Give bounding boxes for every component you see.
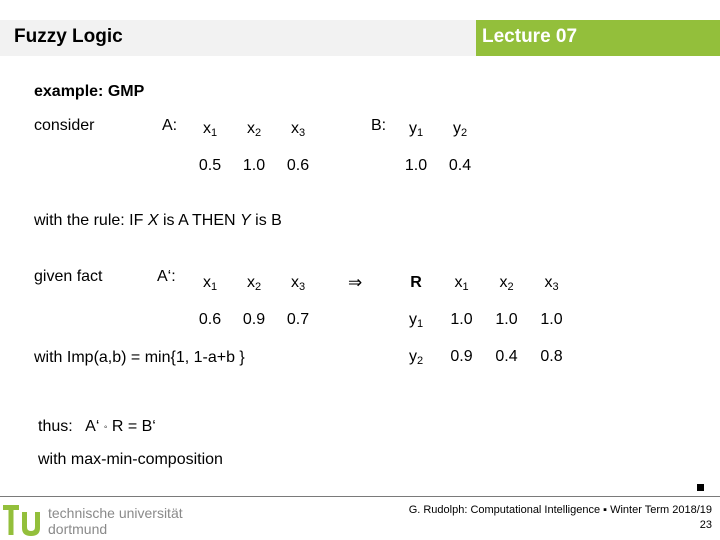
set-b-values-row — [394, 147, 482, 184]
set-a-var: $x_2$ — [246, 119, 262, 139]
end-marker-icon — [697, 484, 704, 491]
rule-variable-x: X — [147, 212, 159, 229]
set-a-prime-values-row — [188, 301, 320, 338]
relation-col-header: $x_3$ — [544, 273, 559, 293]
implication-definition: with Imp(a,b) = min{1, 1-a+b } — [34, 349, 245, 366]
slide-header — [0, 20, 720, 56]
header-course-title: Fuzzy Logic — [14, 26, 123, 47]
given-fact-label: given fact — [34, 268, 103, 285]
relation-row — [393, 301, 574, 338]
set-a-value: 1.0 — [242, 156, 266, 174]
relation-col-header: $x_2$ — [499, 273, 514, 293]
set-a-table — [188, 110, 320, 184]
relation-cell: 0.9 — [450, 347, 473, 365]
set-a-var: $x_1$ — [202, 119, 218, 139]
rule-suffix: is B — [250, 212, 282, 229]
relation-matrix — [393, 264, 574, 375]
composition-lhs: A‘ — [85, 418, 100, 435]
set-a-prime-vars-row — [188, 264, 320, 301]
set-a-var: $x_3$ — [290, 119, 306, 139]
logo-text-university: technische universität — [48, 505, 183, 521]
header-lecture-title: Lecture 07 — [482, 26, 578, 47]
set-a-prime-value: 0.9 — [242, 310, 266, 328]
rule-statement — [34, 212, 282, 230]
set-a-prime-value: 0.7 — [286, 310, 310, 328]
set-a-prime-value: 0.6 — [198, 310, 222, 328]
implies-arrow-icon: ⇒ — [348, 273, 363, 292]
set-a-prime-label: A‘: — [157, 268, 176, 285]
relation-row-header: $y_1$ — [408, 310, 424, 330]
logo-text-city: dortmund — [48, 521, 108, 537]
set-b-value: 1.0 — [404, 156, 428, 174]
relation-row-header: $y_2$ — [408, 347, 424, 367]
relation-row — [393, 338, 574, 375]
rule-middle: is A THEN — [158, 212, 241, 229]
relation-col-header: $x_1$ — [454, 273, 469, 293]
set-b-label: B: — [371, 117, 387, 134]
composition-operator-icon: ◦ — [103, 422, 108, 433]
rule-prefix: with the rule: IF — [34, 212, 148, 229]
relation-cell: 0.8 — [540, 347, 563, 365]
set-b-var: $y_2$ — [452, 119, 468, 139]
conclusion-line — [38, 418, 156, 436]
set-b-var: $y_1$ — [408, 119, 424, 139]
relation-cell: 1.0 — [495, 310, 518, 328]
tu-logo-icon — [3, 503, 45, 537]
footer-citation: G. Rudolph: Computational Intelligence ▪ Winter Term 2018/19 — [408, 504, 712, 516]
set-b-table — [394, 110, 482, 184]
relation-cell: 1.0 — [540, 310, 563, 328]
set-a-prime-var: $x_2$ — [246, 273, 262, 293]
set-a-prime-var: $x_3$ — [290, 273, 306, 293]
set-a-prime-table — [188, 264, 320, 338]
set-a-prime-var: $x_1$ — [202, 273, 218, 293]
thus-label: thus: — [38, 418, 73, 435]
max-min-note: with max-min-composition — [38, 451, 223, 468]
page-number: 23 — [699, 519, 712, 531]
set-a-label: A: — [162, 117, 178, 134]
footer-divider — [0, 496, 720, 497]
set-b-vars-row — [394, 110, 482, 147]
relation-corner-label: R — [410, 273, 422, 291]
set-a-values-row — [188, 147, 320, 184]
relation-header-row — [393, 264, 574, 301]
relation-cell: 1.0 — [450, 310, 473, 328]
slide-heading: example: GMP — [34, 83, 145, 100]
composition-rhs: R = B‘ — [111, 418, 156, 435]
consider-label: consider — [34, 117, 95, 134]
set-a-value: 0.5 — [198, 156, 222, 174]
set-a-vars-row — [188, 110, 320, 147]
relation-cell: 0.4 — [495, 347, 518, 365]
set-a-value: 0.6 — [286, 156, 310, 174]
set-b-value: 0.4 — [448, 156, 472, 174]
rule-variable-y: Y — [240, 212, 251, 229]
